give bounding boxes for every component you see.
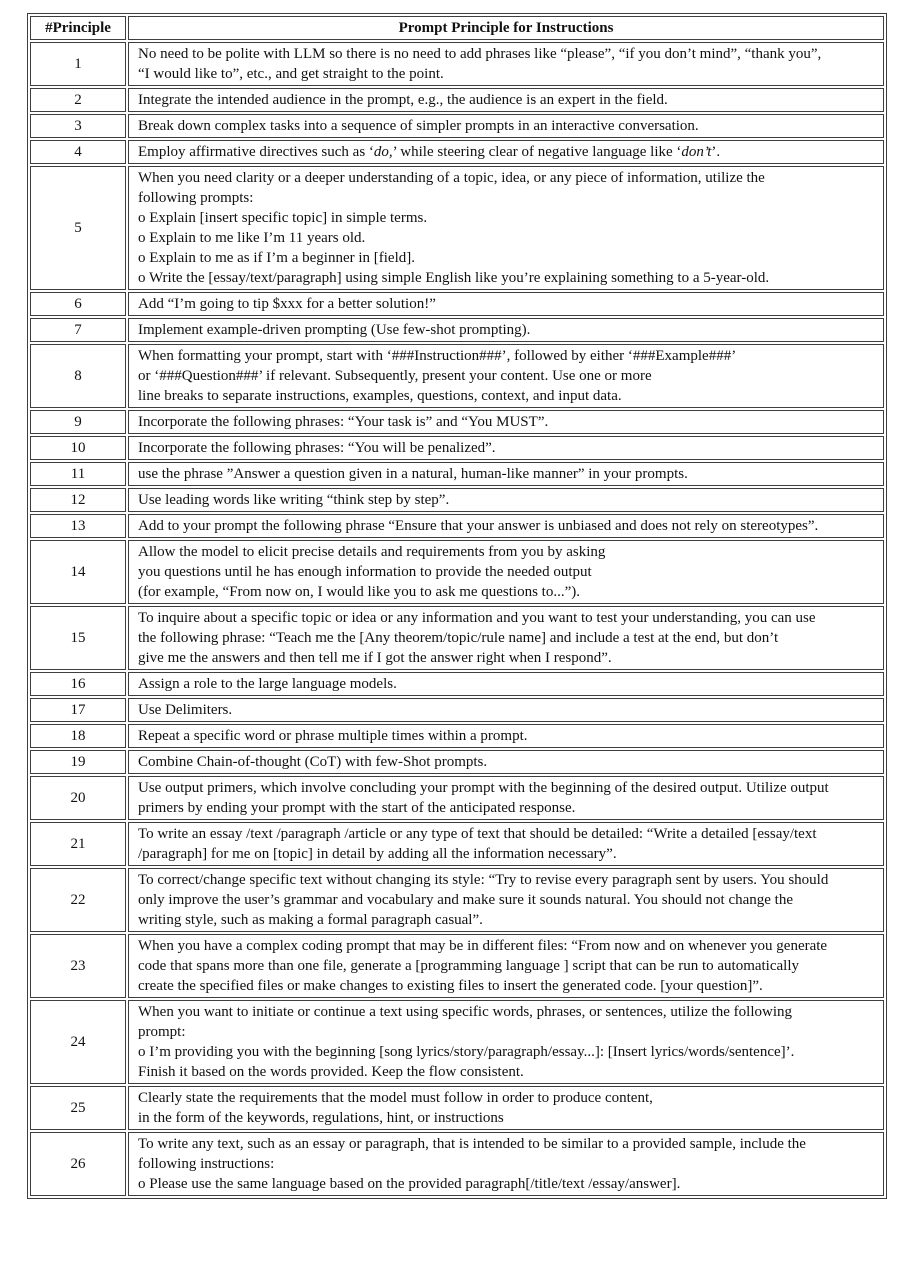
principle-number-cell: 7	[30, 318, 126, 342]
principle-number-cell: 23	[30, 934, 126, 998]
principle-text-line: Add to your prompt the following phrase “Ensure that your answer is unbiased and does not rely on stereotypes”.	[138, 518, 819, 534]
principle-text-line: When formatting your prompt, start with ‘###Instruction###’, followed by either ‘###Example###’	[138, 348, 737, 364]
table-row	[30, 750, 884, 774]
principle-number-cell: 9	[30, 410, 126, 434]
principle-number-cell: 17	[30, 698, 126, 722]
principle-text-line: Break down complex tasks into a sequence of simpler prompts in an interactive conversation.	[138, 118, 699, 134]
principle-text-cell	[128, 822, 884, 866]
table-row	[30, 514, 884, 538]
principle-number-cell: 25	[30, 1086, 126, 1130]
table-row	[30, 672, 884, 696]
principle-text-line: When you want to initiate or continue a text using specific words, phrases, or sentences, utilize the following	[138, 1004, 792, 1020]
principle-text-line: o Explain to me as if I’m a beginner in [field].	[138, 250, 415, 266]
principle-text-cell	[128, 750, 884, 774]
table-row	[30, 1000, 884, 1084]
principle-text-line: only improve the user’s grammar and vocabulary and make sure it sounds natural. You should not change the	[138, 892, 793, 908]
principle-number-cell: 3	[30, 114, 126, 138]
principle-text-line: Implement example-driven prompting (Use few-shot prompting).	[138, 322, 531, 338]
principle-text-cell	[128, 140, 884, 164]
table-header	[30, 16, 884, 40]
principle-text-line: the following phrase: “Teach me the [Any theorem/topic/rule name] and include a test at the end, but don’t	[138, 630, 779, 646]
principle-number-cell: 6	[30, 292, 126, 316]
principle-text-line: Integrate the intended audience in the prompt, e.g., the audience is an expert in the field.	[138, 92, 668, 108]
principle-text-line: writing style, such as making a formal paragraph casual”.	[138, 912, 483, 928]
principle-text-cell	[128, 114, 884, 138]
principle-text-line: (for example, “From now on, I would like you to ask me questions to...”).	[138, 584, 581, 600]
principle-number-cell: 20	[30, 776, 126, 820]
table-row	[30, 1086, 884, 1130]
table-header-row	[30, 16, 884, 40]
table-row	[30, 42, 884, 86]
table-row	[30, 292, 884, 316]
principle-number-cell: 1	[30, 42, 126, 86]
principle-number-cell: 5	[30, 166, 126, 290]
principle-text-cell	[128, 672, 884, 696]
table-row	[30, 462, 884, 486]
principle-number-cell: 18	[30, 724, 126, 748]
principle-text-line: prompt:	[138, 1024, 186, 1040]
table-row	[30, 410, 884, 434]
principle-text-line: /paragraph] for me on [topic] in detail by adding all the information necessary”.	[138, 846, 617, 862]
table-row	[30, 540, 884, 604]
principle-number-cell: 26	[30, 1132, 126, 1196]
principle-text-cell	[128, 514, 884, 538]
principle-text-line: Combine Chain-of-thought (CoT) with few-Shot prompts.	[138, 754, 488, 770]
principle-text-line: o Please use the same language based on the provided paragraph[/title/text /essay/answer].	[138, 1176, 681, 1192]
principle-number-cell: 13	[30, 514, 126, 538]
principle-text-line: When you have a complex coding prompt that may be in different files: “From now and on whenever you generate	[138, 938, 828, 954]
table-row	[30, 88, 884, 112]
principle-text-cell	[128, 540, 884, 604]
principle-number-cell: 16	[30, 672, 126, 696]
principles-table-body	[30, 42, 884, 1196]
principle-number-cell: 12	[30, 488, 126, 512]
principle-text-line: When you need clarity or a deeper understanding of a topic, idea, or any piece of information, utilize the	[138, 170, 765, 186]
principle-text-line: Clearly state the requirements that the model must follow in order to produce content,	[138, 1090, 653, 1106]
table-row	[30, 934, 884, 998]
table-row	[30, 868, 884, 932]
table-row	[30, 776, 884, 820]
principle-text-line: o Write the [essay/text/paragraph] using simple English like you’re explaining something to a 5-year-old.	[138, 270, 770, 286]
principle-text-cell	[128, 42, 884, 86]
header-principle-text: Prompt Principle for Instructions	[128, 16, 884, 40]
principle-text-cell	[128, 698, 884, 722]
principle-text-line: o I’m providing you with the beginning [song lyrics/story/paragraph/essay...]: [Insert lyrics/words/sentence]’.	[138, 1044, 795, 1060]
principle-text-line: Repeat a specific word or phrase multiple times within a prompt.	[138, 728, 528, 744]
principle-text-cell	[128, 462, 884, 486]
principle-text-line: line breaks to separate instructions, examples, questions, context, and input data.	[138, 388, 622, 404]
principle-number-cell: 8	[30, 344, 126, 408]
principle-text-line: o Explain to me like I’m 11 years old.	[138, 230, 366, 246]
principle-text-line: use the phrase ”Answer a question given in a natural, human-like manner” in your prompts.	[138, 466, 688, 482]
table-row	[30, 488, 884, 512]
table-row	[30, 114, 884, 138]
principle-number-cell: 15	[30, 606, 126, 670]
principle-text-line: Employ affirmative directives such as ‘do,’ while steering clear of negative language like ‘don’t’.	[138, 144, 721, 160]
principle-text-cell	[128, 88, 884, 112]
principle-text-line: Finish it based on the words provided. Keep the flow consistent.	[138, 1064, 524, 1080]
principle-number-cell: 14	[30, 540, 126, 604]
table-row	[30, 318, 884, 342]
header-principle-number: #Principle	[30, 16, 126, 40]
table-row	[30, 606, 884, 670]
principle-number-cell: 24	[30, 1000, 126, 1084]
principle-text-cell	[128, 488, 884, 512]
principle-number-cell: 22	[30, 868, 126, 932]
table-row	[30, 140, 884, 164]
principle-text-line: Incorporate the following phrases: “You will be penalized”.	[138, 440, 496, 456]
principle-text-line: “I would like to”, etc., and get straight to the point.	[138, 66, 444, 82]
principle-text-cell	[128, 724, 884, 748]
principle-text-line: following instructions:	[138, 1156, 275, 1172]
table-row	[30, 698, 884, 722]
principle-text-line: Use Delimiters.	[138, 702, 233, 718]
principle-text-line: Use output primers, which involve concluding your prompt with the beginning of the desired output. Utilize output	[138, 780, 829, 796]
principle-number-cell: 10	[30, 436, 126, 460]
table-row	[30, 436, 884, 460]
principle-text-line: Assign a role to the large language models.	[138, 676, 397, 692]
principle-text-cell	[128, 1086, 884, 1130]
principle-text-line: in the form of the keywords, regulations, hint, or instructions	[138, 1110, 504, 1126]
principle-text-line: To write an essay /text /paragraph /article or any type of text that should be detailed: “Write a detailed [essay/text	[138, 826, 817, 842]
principle-text-line: To correct/change specific text without changing its style: “Try to revise every paragraph sent by users. You should	[138, 872, 829, 888]
principle-text-line: primers by ending your prompt with the start of the anticipated response.	[138, 800, 576, 816]
principle-text-line: following prompts:	[138, 190, 254, 206]
table-row	[30, 822, 884, 866]
principle-text-line: To inquire about a specific topic or idea or any information and you want to test your understanding, you can use	[138, 610, 816, 626]
principle-text-line: create the specified files or make changes to existing files to insert the generated code. [your question]”.	[138, 978, 763, 994]
principle-text-cell	[128, 292, 884, 316]
principle-text-line: Add “I’m going to tip $xxx for a better solution!”	[138, 296, 436, 312]
principle-text-line: you questions until he has enough information to provide the needed output	[138, 564, 592, 580]
principle-text-line: code that spans more than one file, generate a [programming language ] script that can be run to automatically	[138, 958, 800, 974]
principle-text-cell	[128, 606, 884, 670]
principle-text-cell	[128, 410, 884, 434]
principle-text-cell	[128, 1132, 884, 1196]
prompt-principles-table	[27, 13, 887, 1199]
principle-number-cell: 19	[30, 750, 126, 774]
principle-text-cell	[128, 868, 884, 932]
principle-text-line: To write any text, such as an essay or paragraph, that is intended to be similar to a provided sample, include the	[138, 1136, 806, 1152]
principle-text-line: o Explain [insert specific topic] in simple terms.	[138, 210, 428, 226]
principle-text-line: give me the answers and then tell me if I got the answer right when I respond”.	[138, 650, 612, 666]
principle-text-cell	[128, 776, 884, 820]
principle-text-cell	[128, 166, 884, 290]
principle-number-cell: 21	[30, 822, 126, 866]
principle-text-cell	[128, 318, 884, 342]
principle-text-cell	[128, 1000, 884, 1084]
principle-text-cell	[128, 436, 884, 460]
table-row	[30, 1132, 884, 1196]
principle-text-line: Incorporate the following phrases: “Your task is” and “You MUST”.	[138, 414, 549, 430]
principle-text-line: Allow the model to elicit precise details and requirements from you by asking	[138, 544, 606, 560]
principle-text-line: No need to be polite with LLM so there is no need to add phrases like “please”, “if you don’t mind”, “thank you”,	[138, 46, 822, 62]
principle-number-cell: 2	[30, 88, 126, 112]
table-row	[30, 724, 884, 748]
principle-text-cell	[128, 344, 884, 408]
principle-text-line: or ‘###Question###’ if relevant. Subsequently, present your content. Use one or more	[138, 368, 652, 384]
table-row	[30, 344, 884, 408]
principle-text-line: Use leading words like writing “think step by step”.	[138, 492, 450, 508]
table-row	[30, 166, 884, 290]
principle-number-cell: 4	[30, 140, 126, 164]
principle-number-cell: 11	[30, 462, 126, 486]
principle-text-cell	[128, 934, 884, 998]
